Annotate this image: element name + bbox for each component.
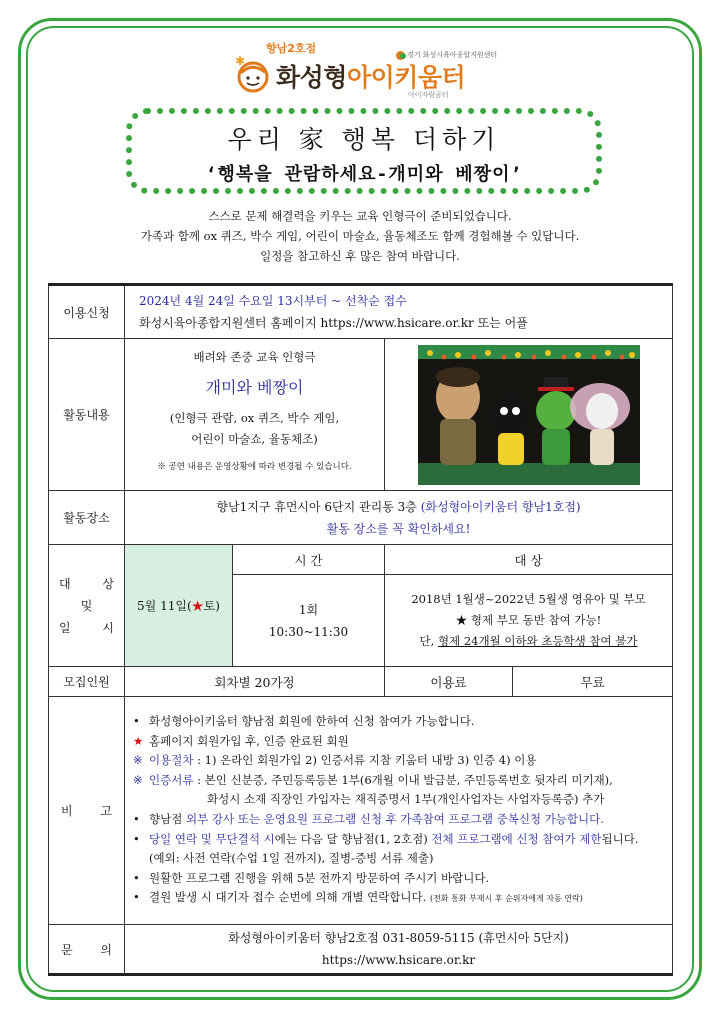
main-title: 우리 家 행복 더하기 — [227, 125, 501, 154]
time-header: 시 간 — [233, 545, 385, 575]
info-table — [48, 283, 673, 976]
contact-url[interactable]: https://www.hsicare.or.kr — [321, 953, 476, 967]
apply-date: 2024년 4월 24일 수요일 13시부터 ~ 선착순 접수 — [139, 294, 407, 308]
fee-value: 무료 — [513, 667, 673, 697]
notes-label: 비 고 — [49, 697, 125, 925]
sub-title: ‘행복을 관람하세요-개미와 베짱이’ — [205, 164, 523, 185]
intro-line: 스스로 문제 해결력을 키우는 교육 인형극이 준비되었습니다. — [208, 209, 512, 223]
note-item: ※ 인증서류 : 본인 신분증, 주민등록등본 1부(6개월 이내 발급분, 주민등록번호 뒷자리 미기재), — [133, 772, 613, 787]
activity-note: ※ 공연 내용은 운영상황에 따라 변경될 수 있습니다. — [157, 462, 352, 472]
logo-branch: 향남2호점 — [266, 42, 317, 55]
activity-label: 활동내용 — [49, 339, 125, 491]
activity-detail: (인형극 관람, ox 퀴즈, 박수 게임, 어린이 마술쇼, 율동체조) — [169, 411, 340, 446]
notes-row — [49, 697, 673, 925]
note-item: (예외: 사전 연락(수업 1일 전까지), 질병-증빙 서류 제출) — [149, 851, 434, 866]
logo-subtitle: 아이자람곰터 — [408, 91, 449, 99]
activity-subtitle: 배려와 존중 교육 인형극 — [193, 350, 316, 364]
activity-row — [49, 339, 673, 491]
recruit-value: 회차별 20가정 — [125, 667, 385, 697]
note-item: • 향남점 외부 강사 또는 운영요원 프로그램 신청 후 가족참여 프로그램 중복신청 가능합니다. — [133, 812, 604, 826]
target-header: 대 상 — [385, 545, 673, 575]
apply-row — [49, 285, 673, 339]
note-item: • 원활한 프로그램 진행을 위해 5분 전까지 방문하여 주시기 바랍니다. — [133, 870, 490, 885]
note-item: • 화성형아이키움터 향남점 회원에 한하여 신청 참여가 가능합니다. — [133, 714, 475, 729]
contact-phone: 화성형아이키움터 향남2호점 031-8059-5115 (휴먼시아 5단지) — [228, 931, 569, 945]
place-confirm: 활동 장소를 꼭 확인하세요! — [326, 521, 471, 536]
place-label: 활동장소 — [49, 491, 125, 545]
intro-line: 일정을 참고하신 후 많은 참여 바랍니다. — [260, 249, 460, 263]
logo-name: 화성형아이키움터 — [276, 63, 466, 92]
child-face-icon — [232, 54, 272, 94]
place-row — [49, 491, 673, 545]
star-icon: ★ — [133, 733, 144, 748]
recruit-row — [49, 667, 673, 697]
partner-mark-icon — [396, 51, 405, 60]
schedule-label: 대 상 및 일 시 — [49, 545, 125, 667]
time-cell: 1회 10:30~11:30 — [233, 575, 385, 667]
note-item: 화성시 소재 직장인 가입자는 재직증명서 1부(개인사업자는 사업자등록증) 추가 — [207, 792, 605, 807]
contact-label: 문 의 — [49, 925, 125, 975]
contact-row — [49, 925, 673, 975]
svg-text:✱: ✱ — [235, 54, 246, 68]
note-item: • 당일 연락 및 무단결석 시에는 다음 달 향남점(1, 2호점) 전체 프로그램에 신청 참여가 제한됩니다. — [133, 831, 639, 846]
target-cell: 2018년 1월생~2022년 5월생 영유아 및 부모 ★ 형제 부모 동반 참여 가능! 단, 형제 24개월 이하와 초등학생 참여 불가 — [385, 575, 673, 667]
schedule-date: 5월 11일(★토) — [125, 545, 233, 667]
apply-method: 화성시육아종합지원센터 홈페이지 https://www.hsicare.or.kr 또는 어플 — [139, 316, 528, 330]
note-item: ★ 홈페이지 회원가입 후, 인증 완료된 회원 — [133, 732, 666, 752]
title-box — [126, 108, 602, 194]
recruit-label: 모집인원 — [49, 667, 125, 697]
notes-list — [125, 708, 672, 913]
star-icon: ★ — [191, 599, 204, 613]
fee-label: 이용료 — [385, 667, 513, 697]
intro-line: 가족과 함께 ox 퀴즈, 박수 게임, 어린이 마술쇼, 율동체조도 함께 경험해볼 수 있답니다. — [140, 229, 580, 243]
intro-text — [40, 206, 680, 266]
place-address: 향남1지구 휴먼시아 6단지 관리동 3층 (화성형아이키움터 향남1호점) — [216, 499, 581, 514]
activity-name: 개미와 베짱이 — [205, 378, 304, 397]
schedule-header-row — [49, 545, 673, 575]
apply-label: 이용신청 — [49, 285, 125, 339]
partner-logo: 경기 화성시육아종합지원센터 — [396, 50, 497, 60]
note-item: ※ 이용절차 : 1) 온라인 회원가입 2) 인증서류 지참 키움터 내방 3) 인증 4) 이용 — [133, 753, 537, 768]
note-item: • 결원 발생 시 대기자 접수 순번에 의해 개별 연락합니다. (전화 통화 부재시 후 순위자에게 자동 연락) — [133, 890, 583, 905]
puppet-show-photo — [418, 345, 640, 485]
